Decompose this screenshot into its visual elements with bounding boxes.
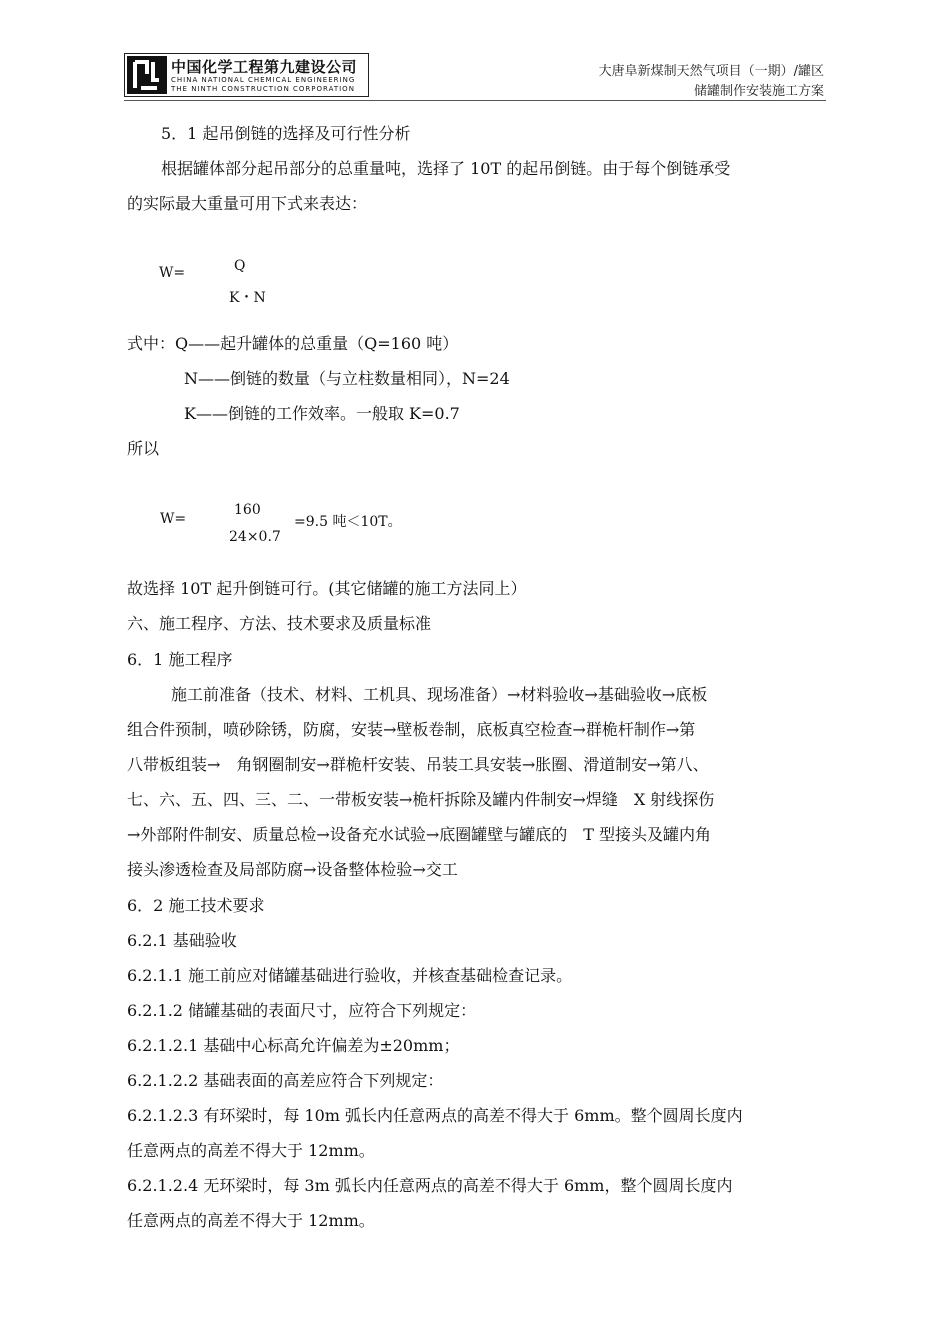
formula-2-denominator: 24×0.7: [229, 529, 281, 545]
header-project-name: 大唐阜新煤制天然气项目（一期）/罐区: [598, 64, 824, 79]
clause-6-2-1-2: 6.2.1.2 储罐基础的表面尺寸，应符合下列规定：: [127, 1001, 477, 1020]
procedure-line: →外部附件制安、质量总检→设备充水试验→底圈罐壁与罐底的 T 型接头及罐内角: [127, 825, 711, 844]
procedure-line: 八带板组装→ 角钢圈制安→群桅杆安装、吊装工具安装→胀圈、滑道制安→第八、: [127, 755, 709, 774]
clause-6-2-1-2-2: 6.2.1.2.2 基础表面的高差应符合下列规定：: [127, 1071, 444, 1090]
clause-6-2-1: 6.2.1 基础验收: [127, 931, 237, 950]
formula-2-numerator: 160: [234, 502, 261, 518]
clause-6-2-1-2-4-cont: 任意两点的高差不得大于 12mm。: [127, 1211, 375, 1230]
paragraph-line: 的实际最大重量可用下式来表达：: [127, 194, 368, 213]
logo-english-line-2: THE NINTH CONSTRUCTION CORPORATION: [171, 85, 355, 93]
section-5-1-title: 5．1 起吊倒链的选择及可行性分析: [161, 124, 411, 143]
procedure-line: 接头渗透检查及局部防腐→设备整体检验→交工: [127, 860, 458, 879]
header-document-title: 储罐制作安装施工方案: [693, 84, 824, 99]
so-text: 所以: [127, 439, 160, 458]
clause-6-2-1-2-3-cont: 任意两点的高差不得大于 12mm。: [127, 1141, 375, 1160]
company-logo: [124, 53, 369, 97]
conclusion: 故选择 10T 起升倒链可行。(其它储罐的施工方法同上）: [127, 579, 527, 598]
formula-1-numerator: Q: [234, 258, 246, 274]
formula-2-result: =9.5 吨＜10T。: [294, 514, 402, 530]
where-q: 式中：Q——起升罐体的总重量（Q=160 吨）: [127, 334, 459, 353]
where-k: K——倒链的工作效率。一般取 K=0.7: [184, 404, 460, 423]
section-6-title: 六、施工程序、方法、技术要求及质量标准: [127, 614, 432, 633]
section-6-2-title: 6．2 施工技术要求: [127, 896, 265, 915]
company-emblem-icon: [127, 56, 167, 94]
clause-6-2-1-1: 6.2.1.1 施工前应对储罐基础进行验收，并核查基础检查记录。: [127, 966, 573, 985]
clause-6-2-1-2-4: 6.2.1.2.4 无环梁时，每 3m 弧长内任意两点的高差不得大于 6mm，整个圆周长度内: [127, 1176, 733, 1195]
formula-1-lhs: W=: [159, 265, 186, 281]
where-n: N——倒链的数量（与立柱数量相同），N=24: [184, 369, 510, 388]
logo-english-line-1: CHINA NATIONAL CHEMICAL ENGINEERING: [171, 76, 356, 84]
clause-6-2-1-2-1: 6.2.1.2.1 基础中心标高允许偏差为±20mm；: [127, 1036, 460, 1055]
logo-chinese-name: 中国化学工程第九建设公司: [171, 58, 358, 76]
formula-1-denominator: K・N: [229, 290, 266, 306]
procedure-line: 七、六、五、四、三、二、一带板安装→桅杆拆除及罐内件制安→焊缝 X 射线探伤: [127, 790, 715, 809]
paragraph-line: 根据罐体部分起吊部分的总重量吨，选择了 10T 的起吊倒链。由于每个倒链承受: [161, 159, 731, 178]
procedure-line: 组合件预制，喷砂除锈，防腐，安装→壁板卷制，底板真空检查→群桅杆制作→第: [127, 720, 696, 739]
section-6-1-title: 6．1 施工程序: [127, 650, 233, 669]
formula-2-lhs: W=: [160, 511, 187, 527]
procedure-line: 施工前准备（技术、材料、工机具、现场准备）→材料验收→基础验收→底板: [171, 685, 708, 704]
clause-6-2-1-2-3: 6.2.1.2.3 有环梁时，每 10m 弧长内任意两点的高差不得大于 6mm。整个圆周长度内: [127, 1106, 743, 1125]
header-rule: [124, 100, 826, 101]
